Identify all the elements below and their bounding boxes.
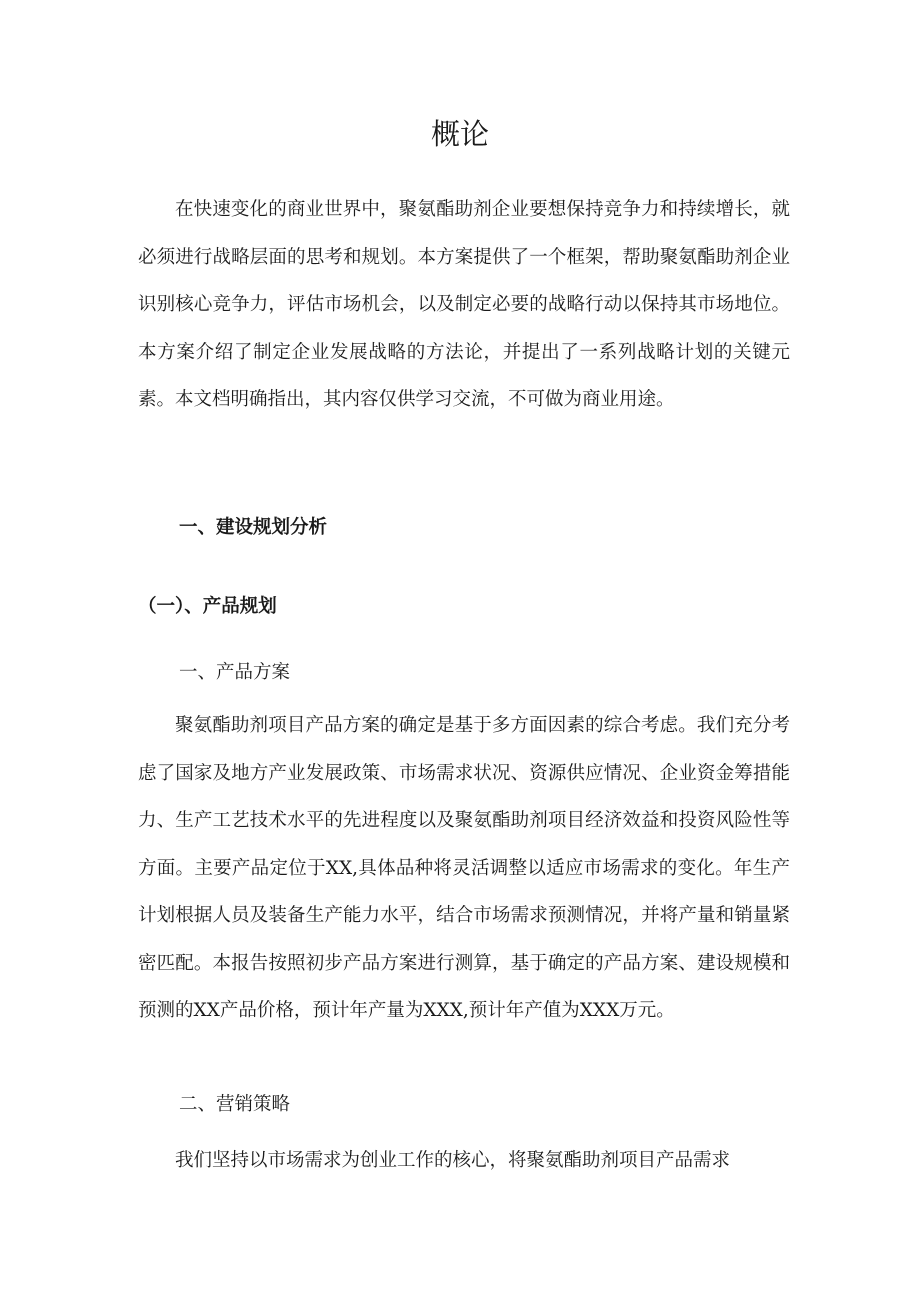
section-heading-planning-analysis: 一、建设规划分析 <box>179 517 328 538</box>
product-plan-paragraph: 聚氨酯助剂项目产品方案的确定是基于多方面因素的综合考虑。我们充分考虑了国家及地方产业发展政策、市场需求状况、资源供应情况、企业资金筹措能力、生产工艺技术水平的先进程度以及聚氨酯助剂项目经济效益和投资风险性等方面。主要产品定位于XX,具体品种将灵活调整以适应市场需求的变化。年生产计划根据人员及装备生产能力水平，结合市场需求预测情况，并将产量和销量紧密匹配。本报告按照初步产品方案进行测算，基于确定的产品方案、建设规模和预测的XX产品价格，预计年产量为XXX,预计年产值为XXX万元。 <box>138 715 790 1021</box>
intro-paragraph: 在快速变化的商业世界中，聚氨酯助剂企业要想保持竞争力和持续增长，就必须进行战略层面的思考和规划。本方案提供了一个框架，帮助聚氨酯助剂企业识别核心竞争力，评估市场机会，以及制定必要的战略行动以保持其市场地位。本方案介绍了制定企业发展战略的方法论，并提出了一系列战略计划的关键元素。本文档明确指出，其内容仅供学习交流，不可做为商业用途。 <box>138 199 790 410</box>
subsection-heading-product-planning: （一）、产品规划 <box>138 596 277 617</box>
page-title: 概论 <box>430 117 489 151</box>
marketing-strategy-paragraph: 我们坚持以市场需求为创业工作的核心，将聚氨酯助剂项目产品需求 <box>175 1150 731 1171</box>
item-heading-product-plan: 一、产品方案 <box>179 662 291 683</box>
item-heading-marketing-strategy: 二、营销策略 <box>179 1094 291 1115</box>
